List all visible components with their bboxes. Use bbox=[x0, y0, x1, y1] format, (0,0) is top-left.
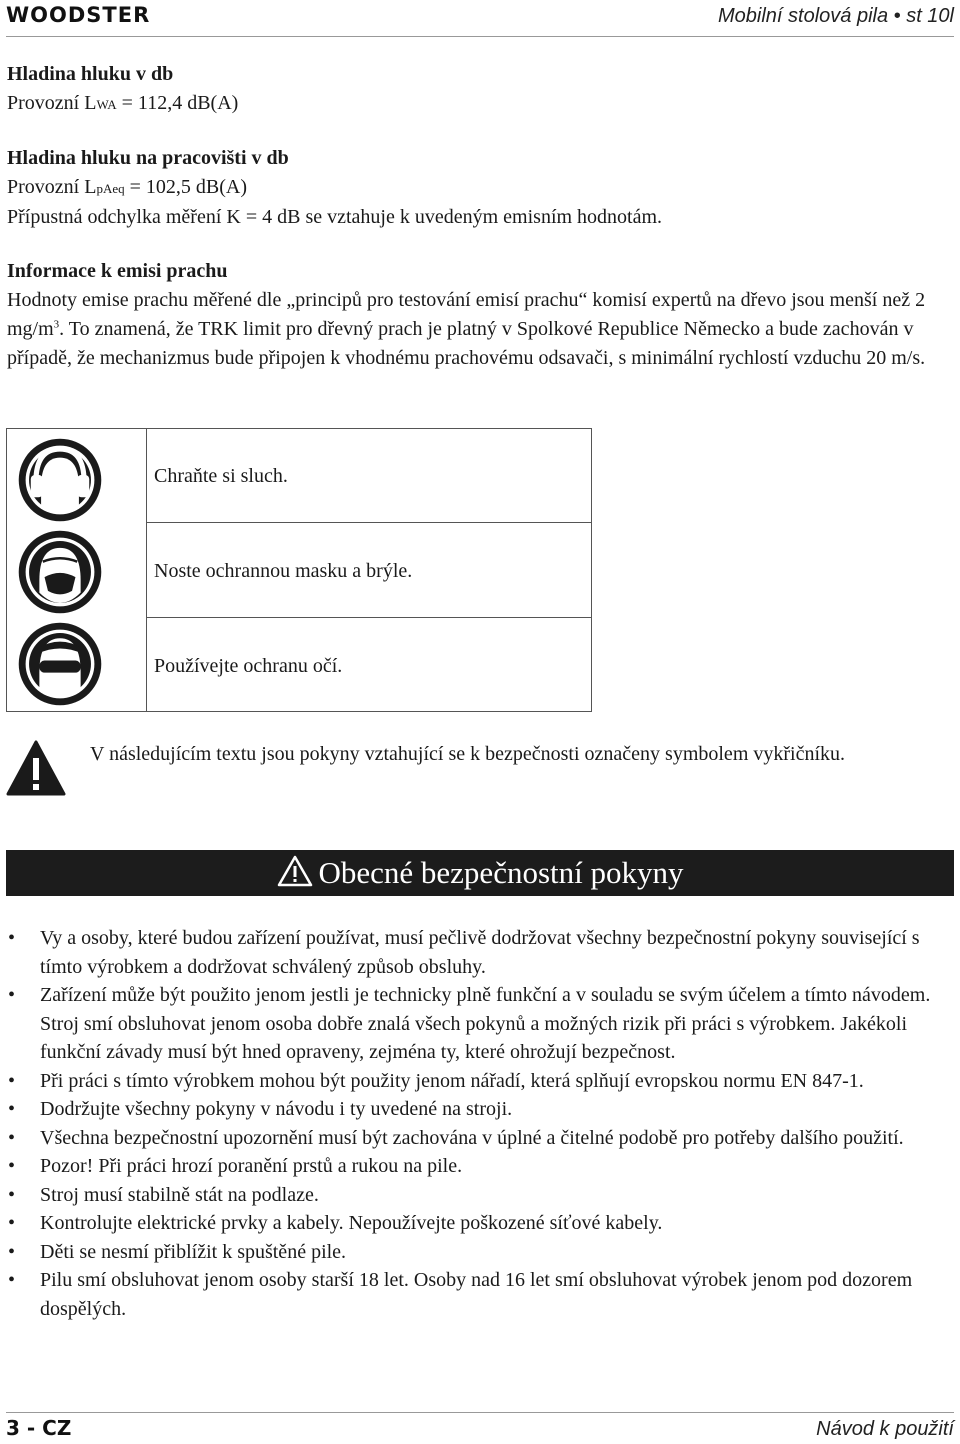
list-item: • Pilu smí obsluhovat jenom osoby starší 18 let. Osoby nad 16 let smí obsluhovat výrobek jenom pod dozorem dospělých. bbox=[6, 1266, 956, 1323]
list-item: • Všechna bezpečnostní upozornění musí být zachována v úplné a čitelné podobě pro potřeby dalšího použití. bbox=[6, 1124, 956, 1153]
ear-protection-icon bbox=[17, 437, 103, 523]
noise-level-number: = 112,4 dB(A) bbox=[116, 92, 239, 114]
noise-level-subscript: WA bbox=[96, 97, 117, 112]
list-item: • Dodržujte všechny pokyny v návodu i ty uvedené na stroji. bbox=[6, 1095, 956, 1124]
ppe-label-mask: Noste ochrannou masku a brýle. bbox=[154, 560, 413, 582]
document-name: Návod k použití bbox=[816, 1418, 954, 1440]
list-item: • Pozor! Při práci hrozí poranění prstů a rukou na pile. bbox=[6, 1152, 956, 1181]
ppe-label-eyes: Používejte ochranu očí. bbox=[154, 655, 343, 677]
ppe-row-mask bbox=[147, 524, 591, 618]
safety-instructions-list bbox=[6, 924, 956, 1323]
measurement-deviation: Přípustná odchylka měření K = 4 dB se vztahuje k uvedeným emisním hodnotám. bbox=[7, 206, 663, 228]
list-item: • Kontrolujte elektrické prvky a kabely. Nepoužívejte poškozené síťové kabely. bbox=[6, 1209, 956, 1238]
page-header bbox=[6, 2, 954, 32]
header-divider bbox=[6, 36, 954, 37]
dust-text-part2: . To znamená, že TRK limit pro dřevný prach je platný v Spolkové Republice Německo a bude zachován v případě, že mechanizmus bude připojen k vhodnému prachovému odsavači, s minimální rychlostí vzduchu 20 m/s. bbox=[7, 318, 926, 369]
noise-level-heading: Hladina hluku v db bbox=[7, 63, 174, 85]
warning-triangle-icon bbox=[6, 740, 66, 796]
dust-text-superscript: 3 bbox=[53, 318, 60, 331]
list-item: • Děti se nesmí přiblížit k spuštěné pile. bbox=[6, 1238, 956, 1267]
dust-emission-section bbox=[7, 257, 952, 373]
page-number: 3 - CZ bbox=[6, 1416, 72, 1440]
list-item: • Vy a osoby, které budou zařízení používat, musí pečlivě dodržovat všechny bezpečnostní pokyny související s tímto výrobkem a dodržovat schválený způsob obsluhy. bbox=[6, 924, 956, 981]
ppe-icon-column bbox=[7, 429, 147, 711]
workplace-noise-number: = 102,5 dB(A) bbox=[124, 176, 247, 198]
noise-level-section bbox=[7, 60, 952, 119]
section-title-bar bbox=[6, 850, 954, 896]
noise-level-value bbox=[7, 89, 952, 119]
workplace-noise-prefix: Provozní L bbox=[7, 176, 97, 198]
workplace-noise-heading: Hladina hluku na pracovišti v db bbox=[7, 147, 289, 169]
noise-level-prefix: Provozní L bbox=[7, 92, 97, 114]
workplace-noise-section bbox=[7, 144, 952, 232]
warning-triangle-outline-icon bbox=[277, 855, 313, 887]
workplace-noise-subscript: pAeq bbox=[96, 181, 125, 196]
dust-emission-heading: Informace k emisi prachu bbox=[7, 260, 228, 282]
brand-name: WOODSTER bbox=[6, 3, 151, 27]
list-item: • Stroj musí stabilně stát na podlaze. bbox=[6, 1181, 956, 1210]
face-mask-goggles-icon bbox=[17, 529, 103, 615]
footer-divider bbox=[6, 1412, 954, 1413]
ppe-label-hearing: Chraňte si sluch. bbox=[154, 465, 288, 487]
section-title: Obecné bezpečnostní pokyny bbox=[318, 855, 684, 890]
ppe-row-hearing bbox=[147, 429, 591, 523]
workplace-noise-value bbox=[7, 173, 952, 203]
product-title: Mobilní stolová pila • st 10l bbox=[717, 5, 954, 27]
warning-note bbox=[6, 740, 956, 800]
warning-note-text: V následujícím textu jsou pokyny vztahující se k bezpečnosti označeny symbolem vykřičníku. bbox=[90, 743, 846, 765]
ppe-table bbox=[6, 428, 592, 712]
list-item: • Při práci s tímto výrobkem mohou být použity jenom nářadí, která splňují evropskou normu EN 847-1. bbox=[6, 1067, 956, 1096]
ppe-row-eyes bbox=[147, 619, 591, 713]
dust-text-part1: Hodnoty emise prachu měřené dle „principů pro testování emisí prachu“ komisí expertů na dřevo jsou menší než 2 mg/m bbox=[7, 289, 926, 340]
eye-protection-icon bbox=[17, 621, 103, 707]
list-item: • Zařízení může být použito jenom jestli je technicky plně funkční a v souladu se svým účelem a tímto návodem. Stroj smí obsluhovat jenom osoba dobře znalá všech pokynů a možných rizik při práci s výrobkem. Jakékoli funkční závady musí být hned opraveny, zejména ty, které ohrožují bezpečnost. bbox=[6, 981, 956, 1067]
dust-emission-text bbox=[7, 286, 952, 373]
